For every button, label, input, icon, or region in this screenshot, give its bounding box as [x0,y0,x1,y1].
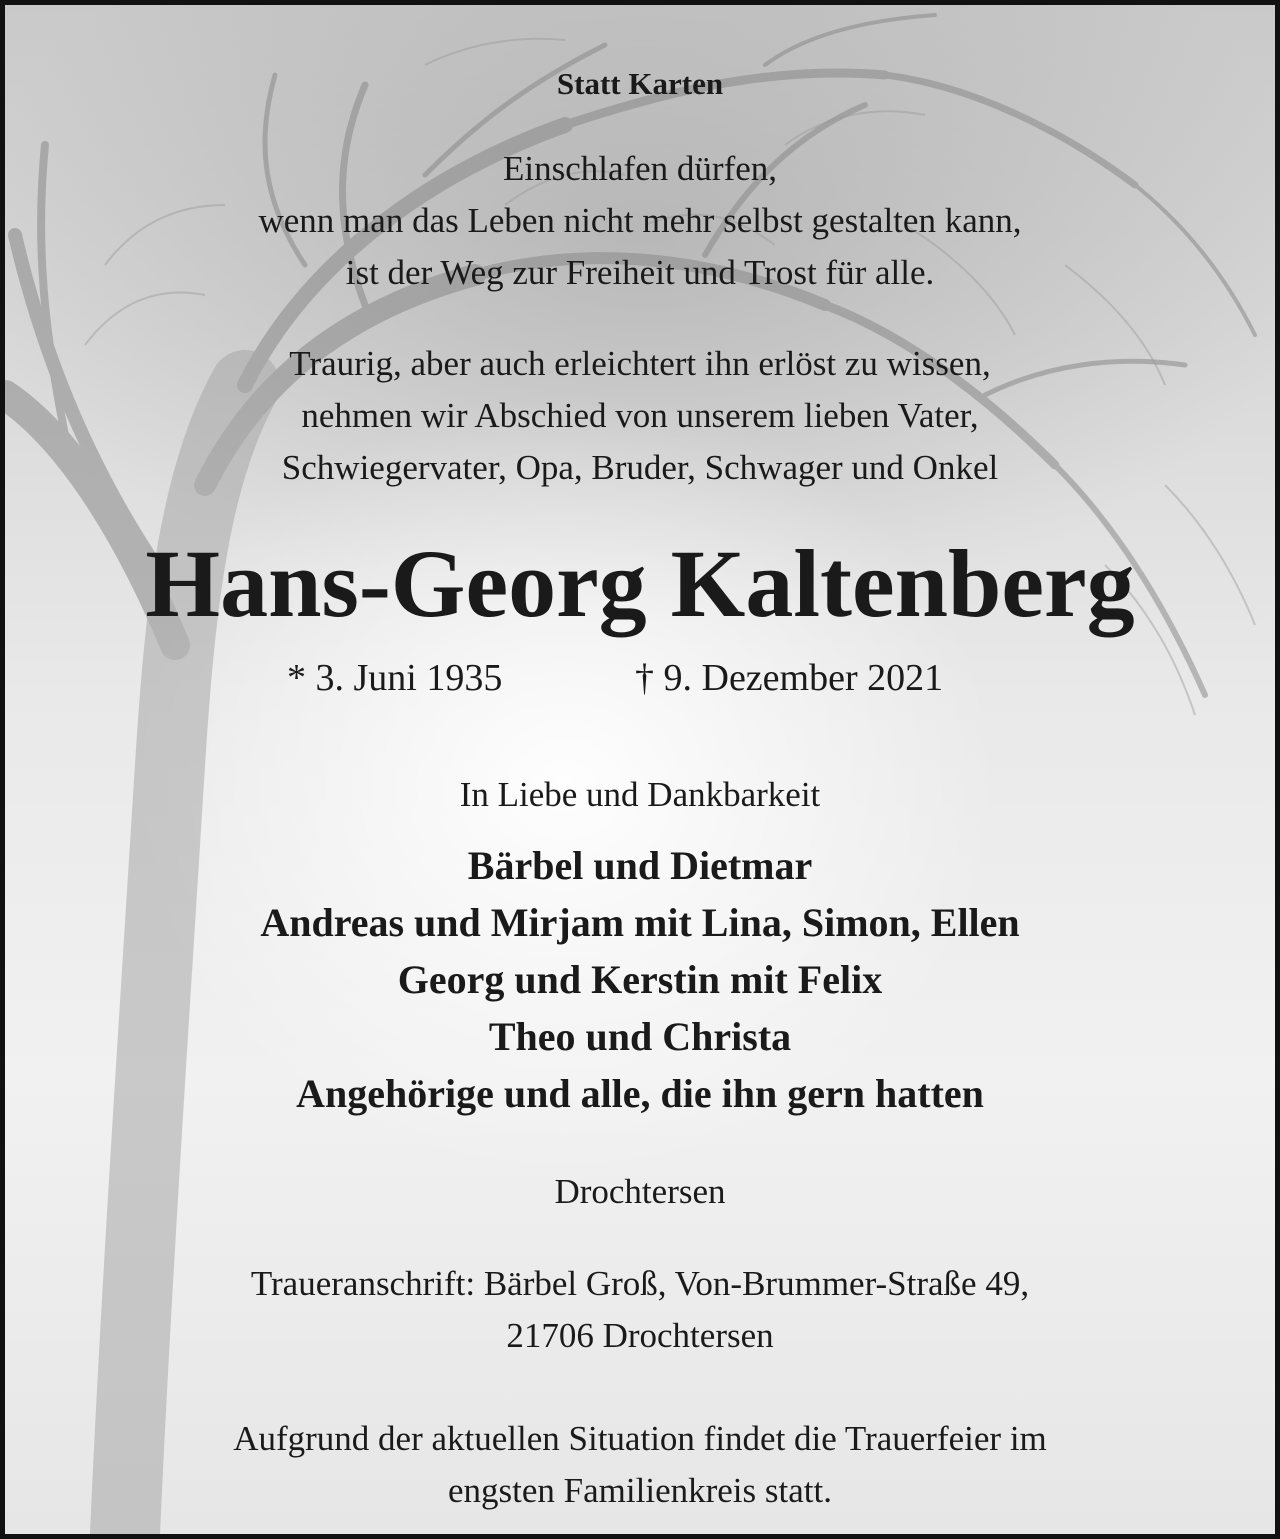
verse-line: Einschlafen dürfen, [502,149,778,188]
address-line: Traueranschrift: Bärbel Groß, Von-Brummer-Straße 49, [250,1264,1030,1303]
farewell-intro [5,338,1275,494]
family-line: Theo und Christa [488,1014,792,1059]
town-name: Drochtersen [554,1172,726,1211]
verse-line: ist der Weg zur Freiheit und Trost für alle. [345,253,935,292]
birth-date: * 3. Juni 1935 [287,657,503,699]
thanks-line: In Liebe und Dankbarkeit [459,775,821,814]
funeral-info [5,1413,1275,1517]
address-line: 21706 Drochtersen [506,1316,774,1355]
footer-line: Aufgrund der aktuellen Situation findet die Trauerfeier im [233,1419,1047,1458]
footer-line: engsten Familienkreis statt. [448,1471,832,1510]
family-line: Bärbel und Dietmar [467,843,813,888]
intro-line: Schwiegervater, Opa, Bruder, Schwager und Onkel [281,448,999,487]
mourning-address [5,1258,1275,1362]
death-date: † 9. Dezember 2021 [635,657,944,699]
deceased-name: Hans-Georg Kaltenberg [145,530,1135,637]
statt-karten-header: Statt Karten [556,66,724,101]
family-line: Andreas und Mirjam mit Lina, Simon, Ellen [260,900,1020,945]
intro-line: Traurig, aber auch erleichtert ihn erlöst zu wissen, [289,344,991,383]
notice-content [5,5,1275,1534]
family-line: Angehörige und alle, die ihn gern hatten [296,1071,984,1116]
verse-line: wenn man das Leben nicht mehr selbst gestalten kann, [258,201,1022,240]
family-signatures [5,837,1275,1122]
family-line: Georg und Kerstin mit Felix [397,957,883,1002]
memorial-verse [5,143,1275,299]
intro-line: nehmen wir Abschied von unserem lieben Vater, [301,396,979,435]
